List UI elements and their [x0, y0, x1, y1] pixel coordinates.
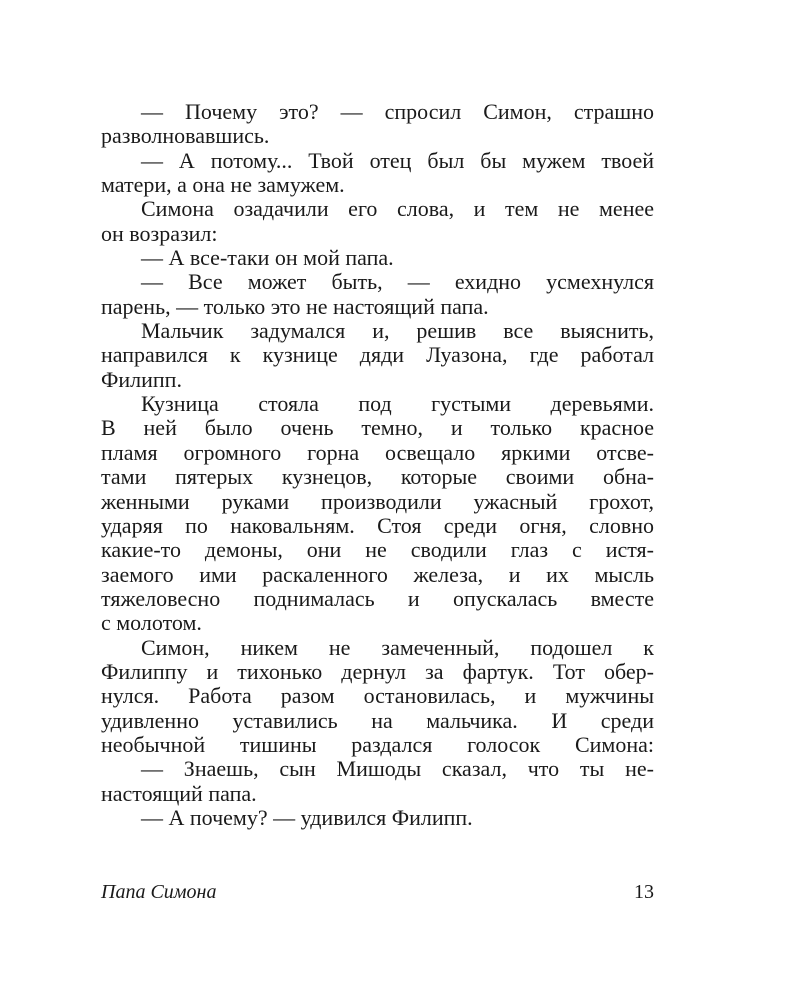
- text-line: женными руками производили ужасный грохот,: [101, 488, 654, 514]
- text-line: с молотом.: [101, 610, 202, 636]
- text-line: — Почему это? — спросил Симон, страшно: [141, 99, 654, 124]
- text-line: Симон, никем не замеченный, подошел к: [141, 634, 654, 660]
- text-line: какие-то демоны, они не сводили глаз с истя-: [101, 537, 654, 563]
- text-line: В ней было очень темно, и только красное: [101, 415, 654, 441]
- text-line: тами пятерых кузнецов, которые своими обна-: [101, 464, 654, 490]
- text-line: удивленно уставились на мальчика. И среди: [101, 707, 654, 733]
- text-line: парень, — только это не настоящий папа.: [101, 293, 489, 319]
- text-line: — А почему? — удивился Филипп.: [141, 804, 473, 830]
- text-line: направился к кузнице дяди Луазона, где работал: [101, 342, 654, 368]
- text-line: — Знаешь, сын Мишоды сказал, что ты не-: [141, 756, 654, 782]
- text-line: необычной тишины раздался голосок Симона:: [101, 731, 654, 757]
- text-line: Кузница стояла под густыми деревьями.: [141, 391, 654, 417]
- body-text: [101, 100, 654, 830]
- text-line: разволновавшись.: [101, 123, 270, 149]
- text-line: тяжеловесно поднималась и опускалась вместе: [101, 585, 654, 611]
- text-line: матери, а она не замужем.: [101, 172, 345, 198]
- text-line: пламя огромного горна освещало яркими отсве-: [101, 439, 654, 465]
- text-line: — Все может быть, — ехидно усмехнулся: [141, 269, 654, 295]
- text-line: нулся. Работа разом остановилась, и мужчины: [101, 683, 654, 709]
- text-line: — А все-таки он мой папа.: [141, 245, 394, 271]
- text-line: Симона озадачили его слова, и тем не менее: [141, 196, 654, 222]
- text-line: он возразил:: [101, 220, 218, 246]
- text-line: настоящий папа.: [101, 780, 257, 806]
- text-line: — А потому... Твой отец был бы мужем твоей: [141, 147, 654, 173]
- running-title: Папа Симона: [101, 881, 217, 903]
- page-footer: [101, 879, 654, 905]
- text-line: Филипп.: [101, 366, 182, 392]
- page-number: 13: [634, 881, 654, 903]
- text-line: Мальчик задумался и, решив все выяснить,: [141, 318, 654, 344]
- text-line: Филиппу и тихонько дернул за фартук. Тот обер-: [101, 658, 654, 684]
- text-line: ударяя по наковальням. Стоя среди огня, словно: [101, 512, 654, 538]
- text-line: заемого ими раскаленного железа, и их мысль: [101, 561, 654, 587]
